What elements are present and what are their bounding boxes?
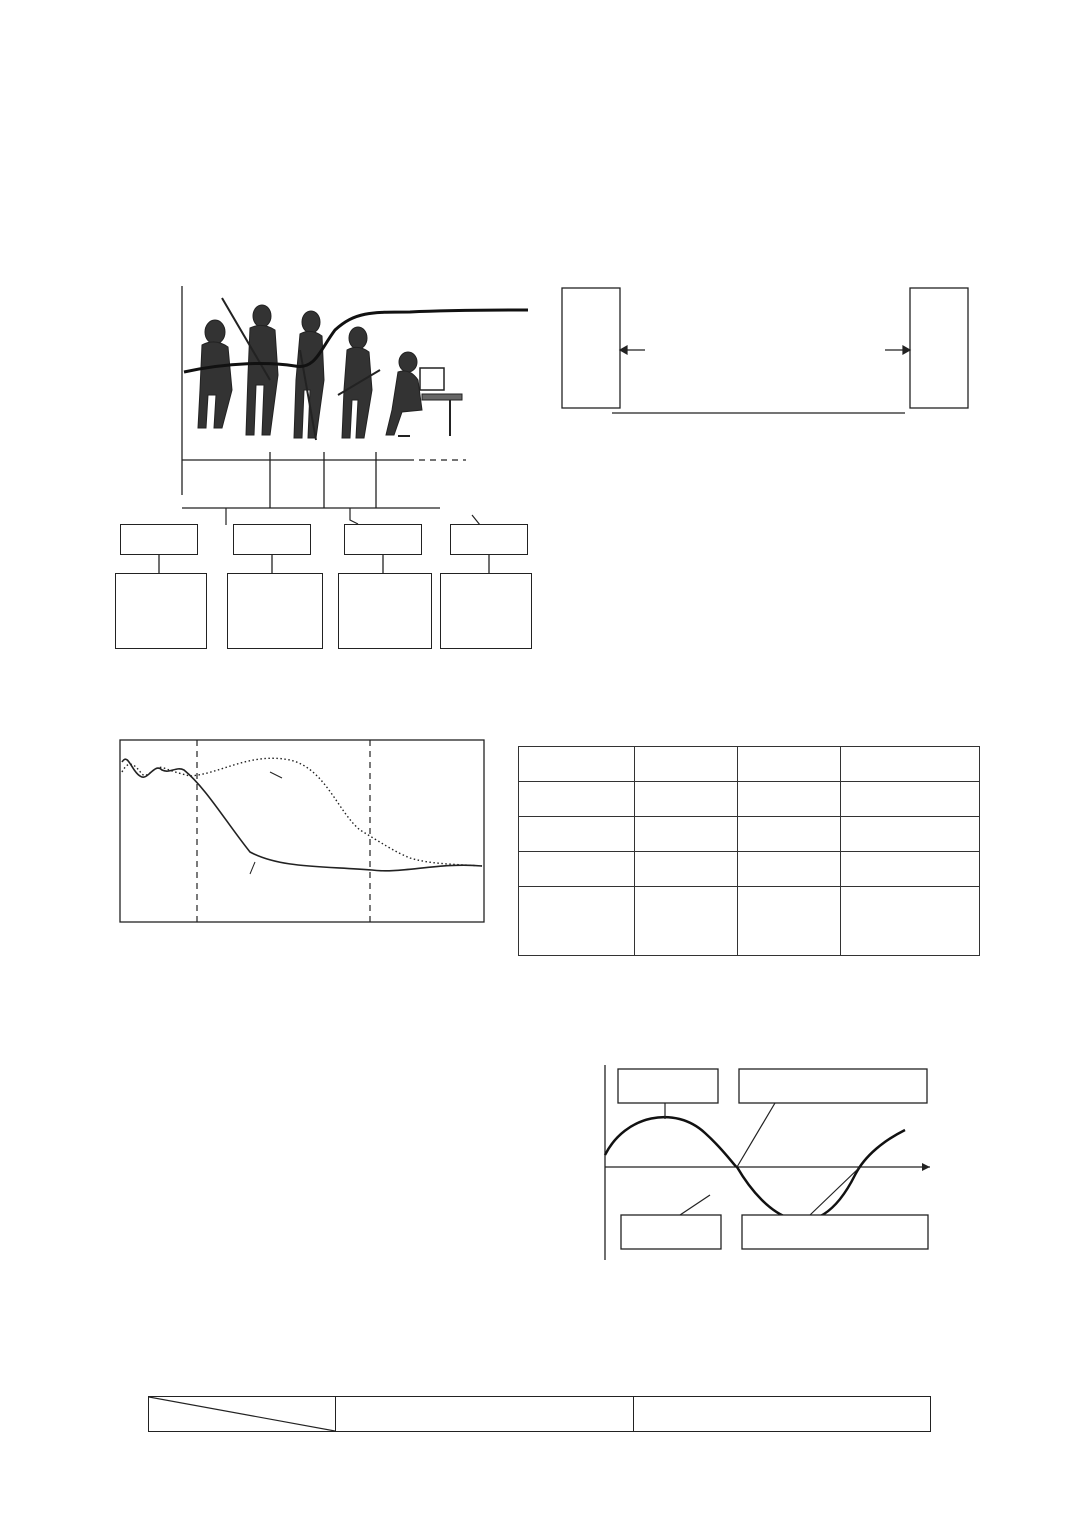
table-row	[519, 782, 980, 817]
diagonal-header-cell	[149, 1397, 335, 1431]
misconception-block	[562, 472, 972, 540]
table-row	[519, 747, 980, 782]
feature-box-industrial	[344, 524, 422, 555]
feature-box-primitive	[120, 524, 198, 555]
growth-rate-curve	[605, 1117, 905, 1221]
table-row	[519, 852, 980, 887]
growth-relation-chart	[585, 1055, 945, 1265]
left-reason-box	[562, 288, 620, 408]
reason-box-agricultural	[227, 573, 323, 649]
era-timeline	[182, 452, 466, 508]
table-row	[519, 887, 980, 956]
table-row	[519, 817, 980, 852]
reason-box-primitive	[115, 573, 207, 649]
human-evolution-figures-icon	[198, 298, 462, 440]
feature-box-agricultural	[233, 524, 311, 555]
era-brackets	[182, 508, 480, 525]
right-reason-box	[910, 288, 968, 408]
feature-box-environmental	[450, 524, 528, 555]
feature-connectors	[110, 555, 540, 575]
birth-death-rate-chart	[110, 712, 500, 962]
age-structure-table	[148, 1396, 931, 1432]
stage-table	[518, 746, 980, 956]
birth-rate-curve	[122, 758, 482, 866]
death-rate-curve	[122, 759, 482, 871]
space-difference-chart	[560, 255, 980, 465]
reason-box-industrial	[338, 573, 432, 649]
reason-box-environmental	[440, 573, 532, 649]
